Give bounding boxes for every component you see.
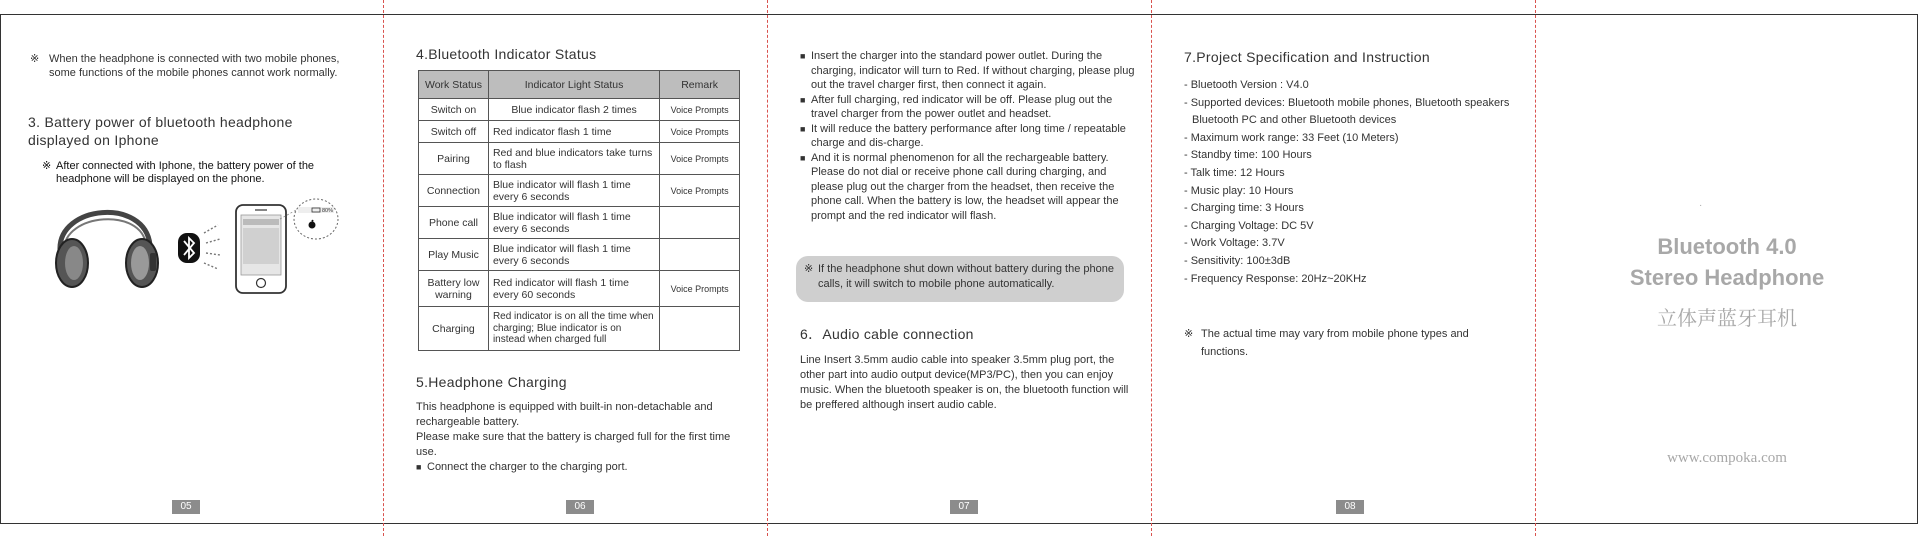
- auto-switch-note: [796, 256, 1124, 302]
- work-status-cell: Charging: [419, 307, 489, 351]
- cut-line: [1151, 0, 1152, 536]
- spec-item: - Work Voltage: 3.7V: [1184, 237, 1285, 250]
- charging-steps-list: [800, 49, 1136, 223]
- spec-item: - Bluetooth Version : V4.0: [1184, 79, 1309, 91]
- work-status-cell: Pairing: [419, 143, 489, 175]
- remark-cell: Voice Prompts: [660, 143, 740, 175]
- cover-title-line1: Bluetooth 4.0: [1657, 234, 1797, 259]
- page-number-06: 06: [566, 500, 594, 514]
- cut-line: [1535, 0, 1536, 536]
- bluetooth-icon: [178, 233, 200, 263]
- audio-cable-text: Line Insert 3.5mm audio cable into speaker 3.5mm plug port, the other part into audio output device(MP3/PC), then you can enjoy music. When the bluetooth speaker is on, the bluetooth function will be preffered although insert audio cable.: [800, 354, 1129, 411]
- spec-item: - Standby time: 100 Hours: [1184, 149, 1312, 162]
- section-5-title: 5.Headphone Charging: [416, 374, 567, 390]
- column-header: Indicator Light Status: [488, 71, 659, 99]
- work-status-cell: Switch on: [419, 99, 489, 121]
- spec-item: - Sensitivity: 100±3dB: [1184, 254, 1291, 267]
- charging-text: [416, 400, 748, 475]
- charging-bullet: ■ Connect the charger to the charging port.: [416, 460, 748, 475]
- note-text: When the headphone is connected with two mobile phones, some functions of the mobile phones cannot work normally.: [49, 53, 340, 79]
- charging-step: ■ And it is normal phenomenon for all the rechargeable battery. Please do not dial or receive phone call during charging, and please plug out the charger from the headset, then receive the phone call. When the battery is low, the headset will appear the prompt and the red indicator will flash.: [800, 151, 1136, 224]
- signal-waves: [204, 225, 220, 269]
- page-number-05: 05: [172, 500, 200, 514]
- work-status-cell: Battery low warning: [419, 271, 489, 307]
- note-text: The actual time may vary from mobile phone types and functions.: [1201, 328, 1469, 358]
- charging-paragraph: Please make sure that the battery is charged full for the first time use.: [416, 431, 731, 458]
- note-symbol: ※: [1184, 328, 1194, 340]
- remark-cell: Voice Prompts: [660, 121, 740, 143]
- spec-item: - Frequency Response: 20Hz~20KHz: [1184, 272, 1367, 285]
- work-status-cell: Connection: [419, 175, 489, 207]
- remark-cell: [660, 239, 740, 271]
- note-symbol: ※: [30, 53, 40, 65]
- table-row: [419, 239, 740, 271]
- page5-note-iphone: [42, 160, 362, 186]
- table-header-row: [419, 71, 740, 99]
- light-status-cell: Red indicator is on all the time when charging; Blue indicator is on instead when charged full: [488, 307, 659, 351]
- cover-title-line2: Stereo Headphone: [1629, 265, 1825, 290]
- headphone-iphone-illustration: [50, 195, 340, 295]
- work-status-cell: Phone call: [419, 207, 489, 239]
- section-7-title: 7.Project Specification and Instruction: [1184, 49, 1430, 65]
- note-text: If the headphone shut down without battery during the phone calls, it will switch to mobile phone automatically.: [818, 263, 1114, 290]
- remark-cell: Voice Prompts: [660, 175, 740, 207]
- table-row: [419, 121, 740, 143]
- table-row: [419, 271, 740, 307]
- remark-cell: [660, 307, 740, 351]
- table-row: [419, 99, 740, 121]
- section-6-title: 6．Audio cable connection: [800, 326, 974, 342]
- section-3-title: 3. Battery power of bluetooth headphone displayed on Iphone: [28, 114, 293, 148]
- battery-callout: [294, 199, 338, 239]
- light-status-cell: Red and blue indicators take turns to flash: [488, 143, 659, 175]
- remark-cell: Voice Prompts: [660, 99, 740, 121]
- cover-title-chinese: 立体声蓝牙耳机: [1657, 308, 1797, 330]
- page5-note-two-phones: [30, 52, 350, 80]
- light-status-cell: Blue indicator will flash 1 time every 6 seconds: [488, 207, 659, 239]
- spec-item: - Music play: 10 Hours: [1184, 184, 1294, 197]
- iphone-icon: [236, 205, 286, 293]
- indicator-status-table: [418, 70, 740, 351]
- light-status-cell: Blue indicator will flash 1 time every 6 seconds: [488, 175, 659, 207]
- column-header: Work Status: [419, 71, 489, 99]
- cut-line: [767, 0, 768, 536]
- light-status-cell: Red indicator flash 1 time: [488, 121, 659, 143]
- charging-step: ■ After full charging, red indicator will be off. Please plug out the travel charger from the power outlet and headset.: [800, 93, 1136, 122]
- section-4-title: 4.Bluetooth Indicator Status: [416, 46, 597, 62]
- table-row: [419, 143, 740, 175]
- battery-percent: 80%: [322, 208, 334, 214]
- work-status-cell: Switch off: [419, 121, 489, 143]
- remark-cell: [660, 207, 740, 239]
- light-status-cell: Blue indicator flash 2 times: [488, 99, 659, 121]
- spec-item: - Charging time: 3 Hours: [1184, 202, 1304, 215]
- spec-item: - Talk time: 12 Hours: [1184, 166, 1285, 179]
- page-number-07: 07: [950, 500, 978, 514]
- page8-note: [1184, 325, 1514, 361]
- work-status-cell: Play Music: [419, 239, 489, 271]
- table-row: [419, 307, 740, 351]
- charging-step: ■ Insert the charger into the standard power outlet. During the charging, indicator will turn to Red. If without charging, please plug out the travel charger first, then connect it again.: [800, 49, 1136, 93]
- note-text: After connected with Iphone, the battery power of the headphone will be displayed on the phone.: [56, 160, 315, 185]
- spec-item: - Supported devices: Bluetooth mobile phones, Bluetooth speakers Bluetooth PC and other Bluetooth devices: [1184, 96, 1510, 127]
- charging-paragraph: This headphone is equipped with built-in non-detachable and rechargeable battery.: [416, 401, 713, 428]
- remark-cell: Voice Prompts: [660, 271, 740, 307]
- headphone-icon: [56, 212, 158, 287]
- light-status-cell: Red indicator will flash 1 time every 60 seconds: [488, 271, 659, 307]
- note-symbol: ※: [804, 263, 814, 275]
- light-status-cell: Blue indicator will flash 1 time every 6 seconds: [488, 239, 659, 271]
- page-number-08: 08: [1336, 500, 1364, 514]
- spec-list: [1184, 77, 1514, 288]
- table-row: [419, 207, 740, 239]
- spec-item: - Charging Voltage: DC 5V: [1184, 219, 1314, 232]
- cut-line: [383, 0, 384, 536]
- column-header: Remark: [660, 71, 740, 99]
- note-symbol: ※: [42, 160, 52, 172]
- table-row: [419, 175, 740, 207]
- cover-dot: ·: [1699, 200, 1703, 211]
- cover-website: www.compoka.com: [1667, 450, 1787, 466]
- charging-step: ■ It will reduce the battery performance after long time / repeatable charge and dis-charge.: [800, 122, 1136, 151]
- spec-item: - Maximum work range: 33 Feet (10 Meters): [1184, 131, 1399, 144]
